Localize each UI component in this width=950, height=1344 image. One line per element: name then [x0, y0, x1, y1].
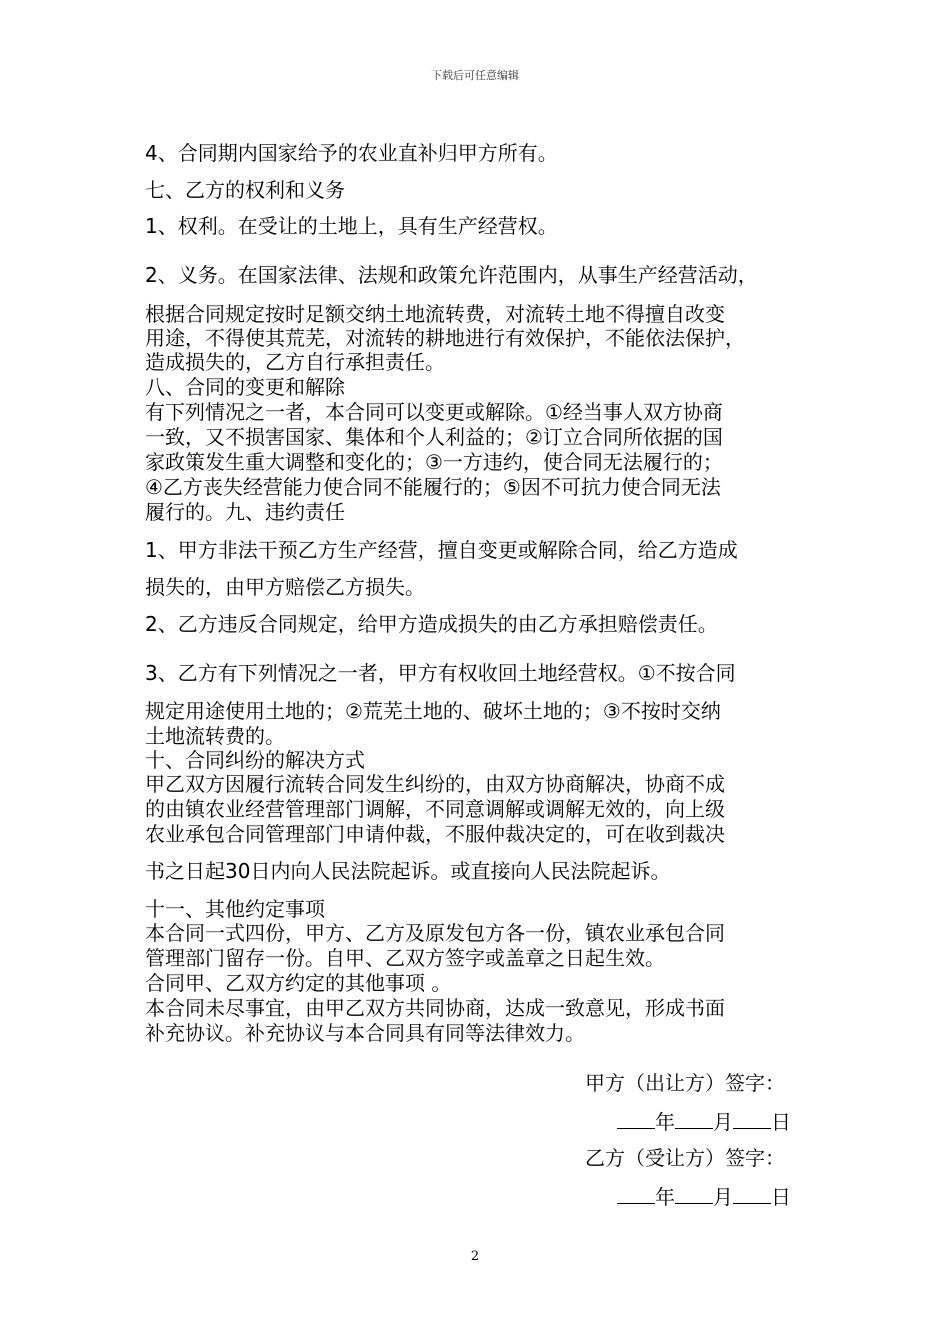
clause-9-1-line-2: 损失的，由甲方赔偿乙方损失。 [145, 575, 425, 599]
clause-9-2: 2、乙方违反合同规定，给甲方造成损失的由乙方承担赔偿责任。 [145, 612, 718, 636]
party-a-signature-label: 甲方（出让方）签字： [585, 1071, 785, 1095]
day-label: 日 [771, 1185, 791, 1209]
page-number: 2 [470, 1249, 480, 1264]
clause-7-2-line-4: 造成损失的，乙方自行承担责任。 [145, 350, 445, 374]
clause-6-4: 4、合同期内国家给予的农业直补归甲方所有。 [145, 141, 558, 165]
clause-9-3-line-2: 规定用途使用土地的；②荒芜土地的、破坏土地的；③不按时交纳 [145, 699, 721, 723]
page-header: 下载后可任意编辑 [431, 69, 519, 82]
section-11-heading: 十一、其他约定事项 [145, 897, 325, 921]
clause-9-3-line-3: 土地流转费的。 [145, 724, 285, 748]
party-b-signature-label: 乙方（受让方）签字： [585, 1146, 785, 1170]
month-label: 月 [713, 1185, 733, 1209]
section-11-line-4: 本合同未尽事宜，由甲乙双方共同协商，达成一致意见，形成书面 [145, 996, 725, 1020]
year-blank[interactable] [617, 1108, 655, 1129]
clause-7-2-line-3: 用途，不得使其荒芜，对流转的耕地进行有效保护，不能依法保护， [145, 326, 745, 350]
section-7-heading: 七、乙方的权利和义务 [145, 178, 345, 202]
month-label: 月 [713, 1110, 733, 1134]
section-11-line-3: 合同甲、乙双方约定的其他事项 。 [145, 971, 452, 995]
section-10-line-1: 甲乙双方因履行流转合同发生纠纷的，由双方协商解决，协商不成 [145, 772, 725, 796]
year-label: 年 [655, 1185, 675, 1209]
section-8-line-4: ④乙方丧失经营能力使合同不能履行的；⑤因不可抗力使合同无法 [145, 475, 721, 499]
year-blank[interactable] [617, 1183, 655, 1204]
month-blank[interactable] [675, 1108, 713, 1129]
year-label: 年 [655, 1110, 675, 1134]
clause-9-1-line-1: 1、甲方非法干预乙方生产经营，擅自变更或解除合同，给乙方造成 [145, 538, 738, 562]
section-8-line-1: 有下列情况之一者，本合同可以变更或解除。①经当事人双方协商 [145, 400, 723, 424]
section-8-line-5: 履行的。九、违约责任 [145, 500, 345, 524]
day-label: 日 [771, 1110, 791, 1134]
clause-7-2-line-2: 根据合同规定按时足额交纳土地流转费，对流转土地不得擅自改变 [145, 302, 725, 326]
section-10-line-3: 农业承包合同管理部门申请仲裁，不服仲裁决定的，可在收到裁决 [145, 822, 725, 846]
section-11-line-5: 补充协议。补充协议与本合同具有同等法律效力。 [145, 1021, 585, 1045]
section-8-line-2: 一致，又不损害国家、集体和个人利益的；②订立合同所依据的国 [145, 425, 723, 449]
section-11-line-2: 管理部门留存一份。自甲、乙双方签字或盖章之日起生效。 [145, 946, 665, 970]
clause-7-1: 1、权利。在受让的土地上，具有生产经营权。 [145, 214, 558, 238]
clause-7-2-line-1: 2、义务。在国家法律、法规和政策允许范围内，从事生产经营活动， [145, 263, 758, 287]
party-b-date [617, 1183, 791, 1209]
section-8-heading: 八、合同的变更和解除 [145, 375, 345, 399]
day-blank[interactable] [733, 1108, 771, 1129]
day-blank[interactable] [733, 1183, 771, 1204]
section-8-line-3: 家政策发生重大调整和变化的；③一方违约，使合同无法履行的； [145, 450, 723, 474]
section-10-line-4: 书之日起30日内向人民法院起诉。或直接向人民法院起诉。 [145, 859, 671, 883]
month-blank[interactable] [675, 1183, 713, 1204]
clause-9-3-line-1: 3、乙方有下列情况之一者，甲方有权收回土地经营权。①不按合同 [145, 661, 736, 685]
section-10-heading: 十、合同纠纷的解决方式 [145, 748, 365, 772]
party-a-date [617, 1108, 791, 1134]
section-11-line-1: 本合同一式四份，甲方、乙方及原发包方各一份，镇农业承包合同 [145, 921, 725, 945]
section-10-line-2: 的由镇农业经营管理部门调解，不同意调解或调解无效的，向上级 [145, 797, 725, 821]
